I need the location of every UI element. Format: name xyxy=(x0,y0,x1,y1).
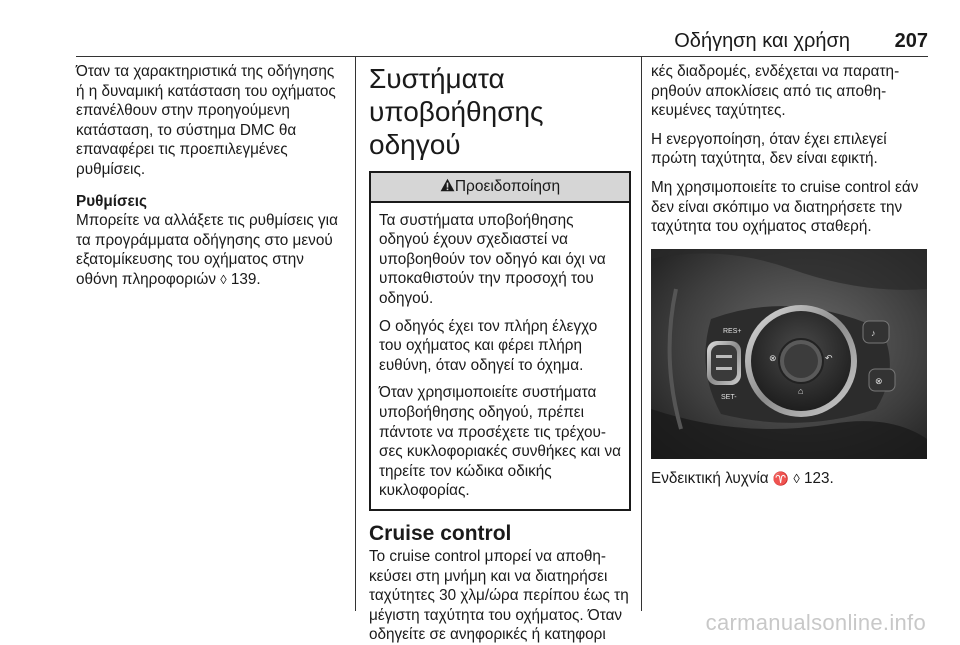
cruise-control-heading: Cruise control xyxy=(369,521,512,545)
page-ref-arrow-icon: ◊ xyxy=(793,470,800,486)
column-divider-1 xyxy=(355,56,356,611)
cruise-control-paragraph: Το cruise control μπορεί να αποθηκεύσει στη μνήμη και να διατηρήσει ταχύτητες 30 χλμ/ώρα περίπου έως τη μέγιστη ταχύτητα του οχήματος. Όταν οδηγείτε σε ανηφορικές ή κατηφορι xyxy=(369,547,629,644)
page-ref-arrow-icon: ◊ xyxy=(220,271,227,287)
warning-box xyxy=(369,171,631,511)
header-divider xyxy=(76,56,928,57)
svg-text:⊗: ⊗ xyxy=(769,352,777,363)
column-3 xyxy=(651,62,927,488)
column-1 xyxy=(76,62,344,290)
warning-title: Προειδοποίηση xyxy=(454,178,561,195)
settings-heading: Ρυθμίσεις xyxy=(76,192,147,210)
steering-wheel-controls-photo xyxy=(651,249,927,459)
section-heading: Συστήματα υποβοήθησης οδηγού xyxy=(369,63,544,160)
continued-paragraph: κές διαδρομές, ενδέχεται να παρατηρηθούν αποκλίσεις από τις αποθηκευμένες ταχύτητες. xyxy=(651,63,900,120)
settings-paragraph xyxy=(76,211,344,289)
svg-text:♪: ♪ xyxy=(871,327,876,338)
cruise-indicator-icon: ♈ xyxy=(772,470,790,486)
warning-paragraph-1: Τα συστήματα υποβοήθησης οδηγού έχουν σχεδιαστεί να υποβοηθούν τον οδηγό και όχι να υποκαθιστούν την προσοχή του οδηγού. xyxy=(379,211,606,307)
photo-res-label: RES+ xyxy=(723,327,742,335)
svg-text:↶: ↶ xyxy=(825,352,833,363)
warning-paragraph-2: Ο οδηγός έχει τον πλήρη έλεγχο του οχήματος και φέρει πλήρη ευθύνη, όταν οδηγεί το όχημα. xyxy=(379,317,598,374)
watermark: carmanualsonline.info xyxy=(705,610,926,635)
caption-text: Ενδεικτική λυχνία xyxy=(651,469,769,487)
settings-ref-page: 139. xyxy=(230,270,261,288)
warning-header xyxy=(371,173,629,203)
dmc-intro-paragraph: Όταν τα χαρακτηριστικά της οδήγησης ή η δυναμική κατάσταση του οχήματος επανέλθουν στην προηγούμενη κατάσταση, το σύστημα DMC θα επαναφέρει τις προεπιλεγμένες ρυθμίσεις. xyxy=(76,63,336,178)
caption-ref-page: 123. xyxy=(804,469,834,487)
svg-text:⊗: ⊗ xyxy=(875,375,883,386)
caption-paragraph xyxy=(651,469,927,489)
usage-warning-paragraph: Μη χρησιμοποιείτε το cruise control εάν δεν είναι σκόπιμο να διατηρήσετε την ταχύτητα του οχήματος σταθερή. xyxy=(651,178,919,236)
settings-text: Μπορείτε να αλλάξετε τις ρυθμίσεις για τα προγράμματα οδήγησης στο μενού εξατομίκευσης του οχήματος στην οθόνη πληροφοριών xyxy=(76,212,338,288)
header-title: Οδήγηση και χρήση xyxy=(674,30,850,52)
column-2 xyxy=(369,62,631,645)
warning-paragraph-3: Όταν χρησιμοποιείτε συστήματα υποβοήθησης οδηγού, πρέπει πάντοτε να προσέχετε τις τρέχουσες κυκλοφοριακές συνθήκες και να τηρείτε τον κώδικα οδικής κυκλοφορίας. xyxy=(379,384,621,500)
photo-set-label: SET- xyxy=(721,393,737,401)
activation-paragraph: Η ενεργοποίηση, όταν έχει επιλεγεί πρώτη ταχύτητα, δεν είναι εφικτή. xyxy=(651,130,887,168)
svg-text:⌂: ⌂ xyxy=(798,385,804,396)
page-header xyxy=(76,30,928,52)
column-divider-2 xyxy=(641,56,642,611)
warning-body xyxy=(371,203,629,509)
page-number: 207 xyxy=(894,30,928,52)
warning-triangle-icon xyxy=(440,178,455,192)
